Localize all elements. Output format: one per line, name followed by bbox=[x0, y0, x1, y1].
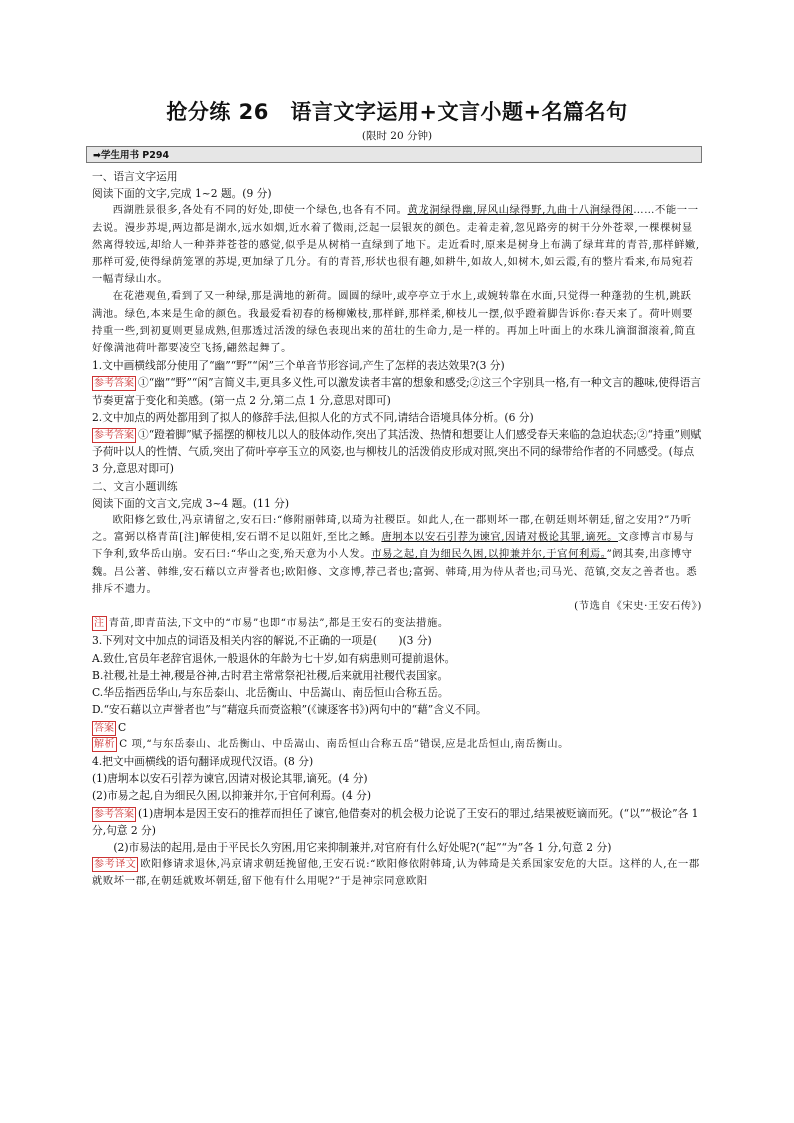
section-intro: 阅读下面的文字,完成 1~2 题。(9 分) bbox=[92, 187, 272, 201]
answer-3 bbox=[92, 719, 702, 736]
option-c: C.华岳指西岳华山,与东岳泰山、北岳衡山、中岳嵩山、南岳恒山合称五岳。 bbox=[92, 686, 449, 700]
reference-translation bbox=[92, 856, 702, 890]
passage-source: (节选自《宋史·王安石传》) bbox=[574, 600, 702, 613]
question-3: 3.下列对文中加点的词语及相关内容的解说,不正确的一项是( )(3 分) bbox=[92, 634, 432, 648]
student-book-banner: ➡学生用书 P294 bbox=[86, 146, 702, 163]
underlined-text: 市易之起,自为细民久困,以抑兼并尔,于官何利焉。 bbox=[371, 548, 607, 561]
section-intro: 阅读下面的文言文,完成 3~4 题。(11 分) bbox=[92, 496, 290, 510]
underlined-text: 唐坰本以安石引荐为谏官,因请对极论其罪,谪死。 bbox=[381, 531, 618, 544]
passage-note bbox=[92, 615, 702, 632]
explanation-text: C 项,“与东岳泰山、北岳衡山、中岳嵩山、南岳恒山合称五岳”错误,应是北岳恒山,南岳衡山。 bbox=[119, 737, 569, 750]
answer-4 bbox=[92, 805, 702, 839]
explanation-tag: 解析 bbox=[94, 738, 116, 750]
passage-paragraph bbox=[92, 202, 702, 288]
passage-text: 欧阳修乞致仕,冯京请留之,安石曰:“修附丽韩琦,以琦为社稷臣。如此人,在一郡则坏一郡,在朝廷则坏朝廷,留之安用?”乃听之。富弼以格青苗[注]解使相,安石谓不足以阻奸,至比之鲧。 bbox=[92, 514, 692, 544]
answer-text: ①“蹬着脚”赋予摇摆的柳枝儿以人的肢体动作,突出了其活泼、热情和想要让人们感受春天来临的急迫状态;②“持重”则赋予荷叶以人的性情、气质,突出了荷叶亭亭玉立的风姿,也与柳枝儿的活泼俏皮形成对照,突出不同的绿带给作者的不同感受。(每点 3 分,意思对即可) bbox=[92, 428, 702, 476]
answer-tag: 答案 bbox=[94, 722, 114, 734]
answer-4-part-2: (2)市易法的起用,是由于平民长久穷困,用它来抑制兼并,对官府有什么好处呢?(“起”“为”各 1 分,句意 2 分) bbox=[113, 840, 612, 854]
note-tag: 注 bbox=[94, 618, 105, 630]
answer-tag: 参考答案 bbox=[94, 378, 134, 390]
q4-item-1: (1)唐坰本以安石引荐为谏官,因请对极论其罪,谪死。(4 分) bbox=[92, 772, 368, 786]
section-heading: 二、文言小题训练 bbox=[92, 479, 178, 493]
option-a: A.致仕,官员年老辞官退休,一般退休的年龄为七十岁,如有病患则可提前退休。 bbox=[92, 651, 456, 665]
question-4: 4.把文中画横线的语句翻译成现代汉语。(8 分) bbox=[92, 754, 314, 768]
q4-item-2: (2)市易之起,自为细民久困,以抑兼并尔,于官何利焉。(4 分) bbox=[92, 789, 371, 803]
note-text: 青苗,即青苗法,下文中的“市易”也即“市易法”,都是王安石的变法措施。 bbox=[108, 617, 449, 630]
option-b: B.社稷,社是土神,稷是谷神,古时君主常常祭祀社稷,后来就用社稷代表国家。 bbox=[92, 668, 449, 682]
answer-text: C bbox=[118, 720, 127, 734]
translation-tag: 参考译文 bbox=[94, 859, 137, 871]
classical-passage bbox=[92, 512, 702, 598]
answer-text: (1)唐坰本是因王安石的推荐而担任了谏官,他借奏对的机会极力论说了王安石的罪过,结果被贬谪而死。(“以”“极论”各 1 分,句意 2 分) bbox=[92, 806, 699, 837]
passage-text: 文彦博言市易与下争利,致华岳山崩。安石曰:“华山之变,殆天意为小人发。 bbox=[92, 531, 695, 561]
passage-text: 西湖胜景很多,各处有不同的好处,即使一个绿色,也各有不同。 bbox=[112, 204, 408, 217]
passage-text: ……不能一一去说。漫步苏堤,两边都是湖水,远水如烟,近水着了微雨,泛起一层银灰的颜色。走着走着,忽见路旁的树干分外苍翠,一棵棵树显然离得较远,却给人一种莽莽苍苍的感觉,似乎是从树梢一直绿到了地下。走近看时,原来是树身上布满了绿茸茸的青苔,那样鲜嫩,那样可爱,使得绿荫笼罩的苏堤,更加绿了几分。有的青苔,形状也很有趣,如耕牛,如故人,如树木,如云霞,有的整片看来,布局宛若一幅青绿山水。 bbox=[92, 204, 700, 286]
answer-1 bbox=[92, 374, 702, 408]
answer-tag: 参考答案 bbox=[94, 430, 134, 442]
option-d: D.“安石藉以立声誉者也”与“藉寇兵而赍盗粮”(《谏逐客书》)两句中的“藉”含义不同。 bbox=[92, 703, 487, 717]
question-2: 2.文中加点的两处都用到了拟人的修辞手法,但拟人化的方式不同,请结合语境具体分析。(6 分) bbox=[92, 410, 534, 424]
answer-tag: 参考答案 bbox=[94, 808, 134, 820]
answer-text: ①“幽”“野”“闲”言简义丰,更具多义性,可以激发读者丰富的想象和感受;②这三个字别具一格,有一种文言的趣味,使得语言节奏更富于变化和美感。(第一点 2 分,第二点 1 分,意思对即可) bbox=[92, 376, 701, 407]
underlined-text: 黄龙洞绿得幽,屏风山绿得野,九曲十八涧绿得闲 bbox=[407, 204, 634, 217]
passage-text: ”阏其奏,出彦博守魏。吕公著、韩维,安石藉以立声誉者也;欧阳修、文彦博,荐己者也;富弼、韩琦,用为侍从者也;司马光、范镇,交友之善者也。悉排斥不遗力。 bbox=[92, 548, 698, 595]
answer-2 bbox=[92, 426, 702, 478]
passage-paragraph: 在花港观鱼,看到了又一种绿,那是满地的新荷。圆圆的绿叶,或亭亭立于水上,或婉转靠在水面,只觉得一种蓬勃的生机,跳跃满池。绿色,本来是生命的颜色。我最爱看初春的杨柳嫩枝,那样鲜,那样柔,柳枝儿一摆,似乎蹬着脚告诉你:春天来了。荷叶则要持重一些,到初夏则更显成熟,但那透过活泼的绿色表现出来的茁壮的生命力,是一样的。再加上叶面上的水珠儿滴溜溜滚着,简直好像满池荷叶都要凌空飞扬,翩然起舞了。 bbox=[92, 290, 696, 355]
page-title: 抢分练 26 语言文字运用+文言小题+名篇名句 bbox=[166, 100, 628, 124]
time-limit: (限时 20 分钟) bbox=[361, 130, 433, 142]
explanation-3 bbox=[92, 736, 702, 753]
section-heading: 一、语言文字运用 bbox=[92, 170, 178, 183]
main-content bbox=[92, 168, 702, 891]
translation-text: 欧阳修请求退休,冯京请求朝廷挽留他,王安石说:“欧阳修依附韩琦,认为韩琦是关系国家安危的大臣。这样的人,在一郡就败坏一郡,在朝廷就败坏朝廷,留下他有什么用呢?”于是神宗同意欧阳 bbox=[92, 858, 700, 888]
question-1: 1.文中画横线部分使用了“幽”“野”“闲”三个单音节形容词,产生了怎样的表达效果?(3 分) bbox=[92, 359, 505, 373]
